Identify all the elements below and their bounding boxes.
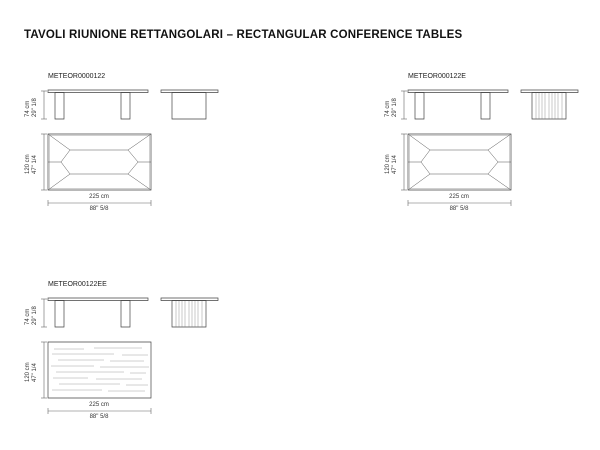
top-view [48, 134, 151, 190]
height-in-label: 29" 1/8 [32, 306, 38, 325]
table-block-3 [24, 281, 224, 431]
depth-in-label: 47" 1/4 [392, 155, 398, 174]
technical-drawing [24, 73, 224, 223]
table-block-1 [24, 73, 224, 223]
height-in-label: 29" 1/8 [32, 98, 38, 117]
depth-in-label: 47" 1/4 [32, 155, 38, 174]
product-code: METEOR000122E [408, 73, 466, 80]
height-cm-label: 74 cm [25, 308, 31, 325]
width-in-label: 88" 5/8 [449, 206, 469, 212]
width-in-label: 88" 5/8 [89, 414, 109, 420]
width-in-label: 88" 5/8 [89, 206, 109, 212]
technical-drawing [384, 73, 584, 223]
front-view [48, 90, 148, 119]
height-in-label: 29" 1/8 [392, 98, 398, 117]
table-block-2 [384, 73, 584, 223]
product-code: METEOR0000122 [48, 73, 106, 80]
top-view [48, 342, 151, 398]
technical-drawing [24, 281, 224, 431]
depth-in-label: 47" 1/4 [32, 363, 38, 382]
page-title: TAVOLI RIUNIONE RETTANGOLARI – RECTANGULAR CONFERENCE TABLES [24, 29, 463, 41]
side-view [161, 298, 218, 327]
front-view [408, 90, 508, 119]
depth-cm-label: 120 cm [25, 362, 31, 382]
height-cm-label: 74 cm [385, 100, 391, 117]
top-view [408, 134, 511, 190]
depth-cm-label: 120 cm [385, 154, 391, 174]
width-cm-label: 225 cm [449, 194, 469, 200]
depth-cm-label: 120 cm [25, 154, 31, 174]
product-code: METEOR00122EE [48, 281, 107, 288]
width-cm-label: 225 cm [89, 194, 109, 200]
width-cm-label: 225 cm [89, 402, 109, 408]
height-cm-label: 74 cm [25, 100, 31, 117]
side-view [521, 90, 578, 119]
side-view [161, 90, 218, 119]
front-view [48, 298, 148, 327]
